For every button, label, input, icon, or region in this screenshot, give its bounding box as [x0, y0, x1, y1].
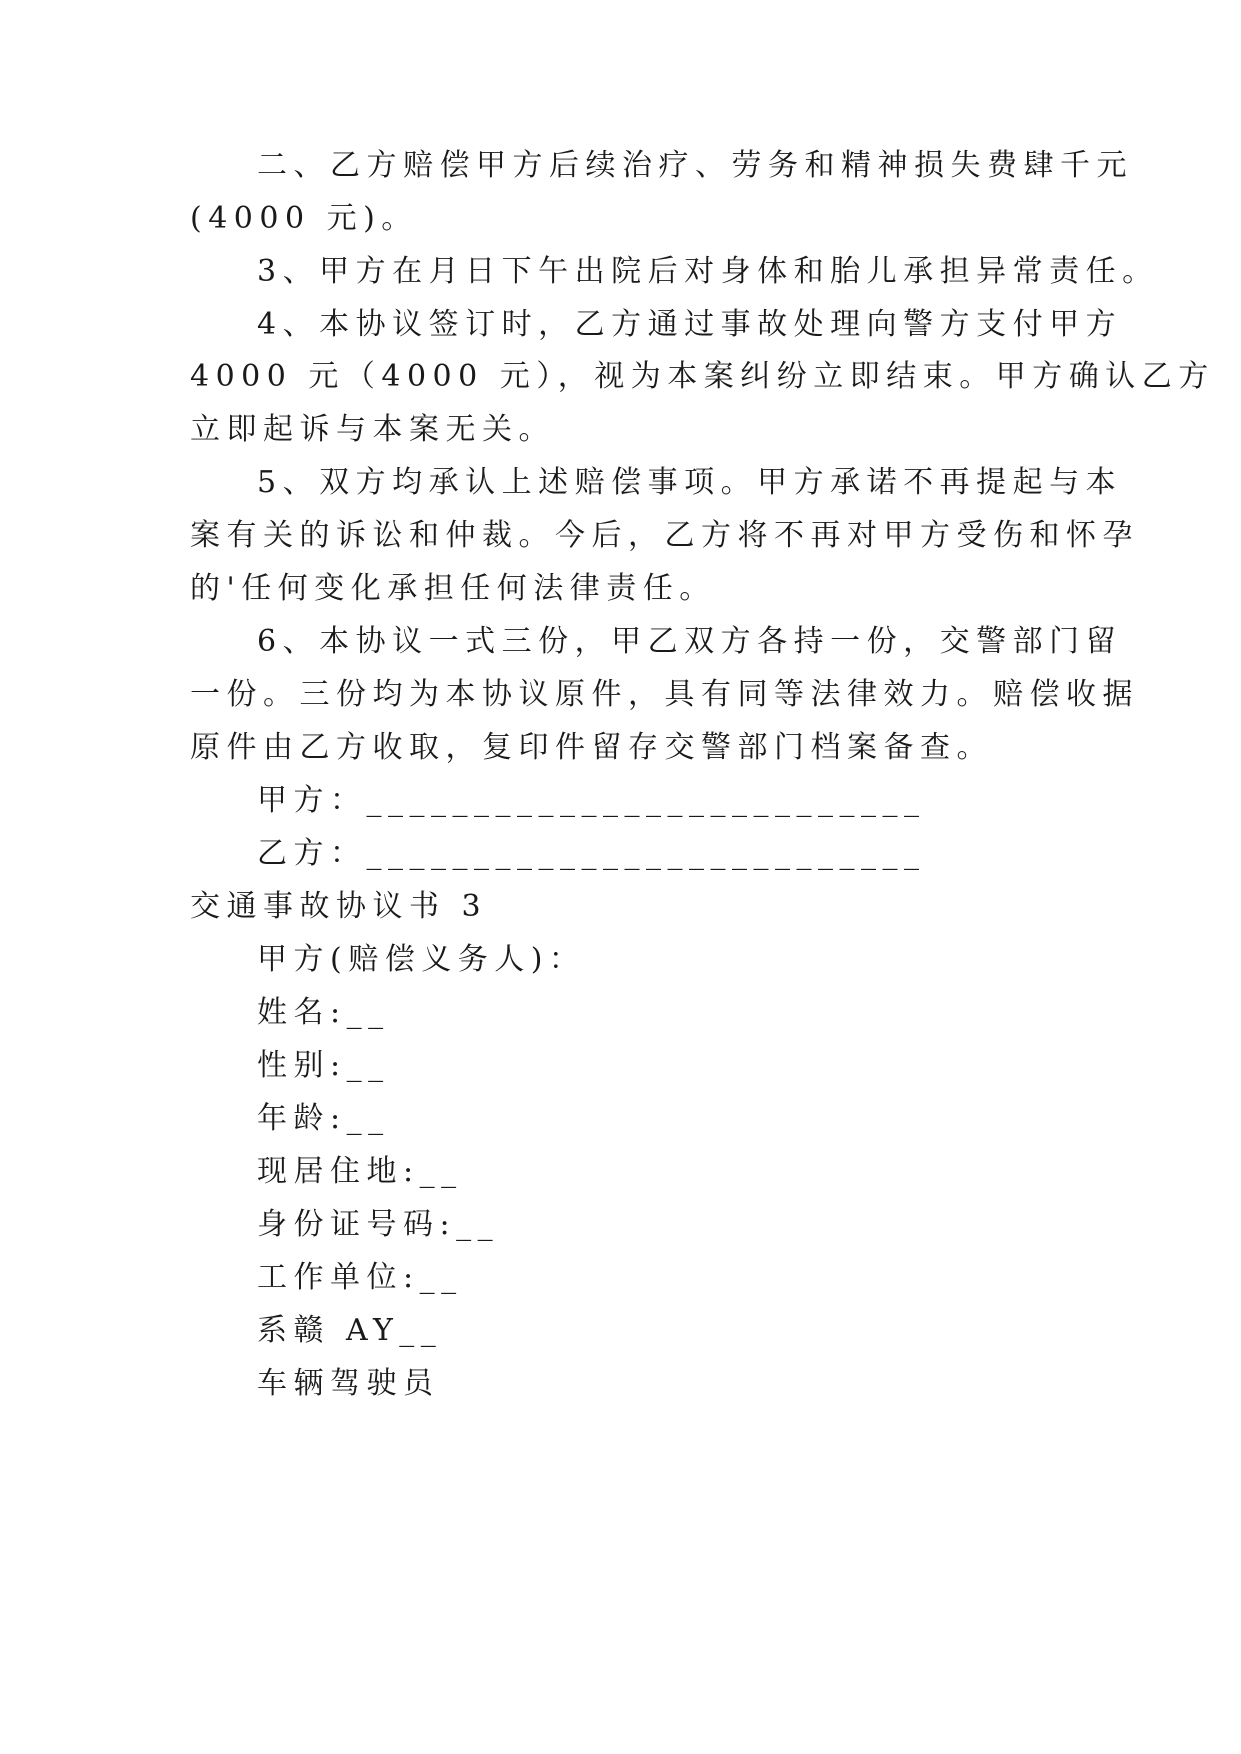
field-address: 现居住地:__: [257, 1154, 463, 1189]
clause-5-line-2: 案有关的诉讼和仲裁。今后，乙方将不再对甲方受伤和怀孕: [190, 518, 1139, 553]
clause-5-line-3: 的'任何变化承担任何法律责任。: [190, 571, 716, 606]
clause-4-line-3: 立即起诉与本案无关。: [190, 412, 555, 447]
clause-6-line-2: 一份。三份均为本协议原件，具有同等法律效力。赔偿收据: [190, 677, 1139, 712]
field-age: 年龄:__: [257, 1101, 390, 1136]
party-a-signature-line: 甲方：__________________________: [257, 783, 926, 818]
clause-5-line-1: 5、双方均承认上述赔偿事项。甲方承诺不再提起与本: [257, 465, 1123, 500]
field-id-number: 身份证号码:__: [257, 1207, 500, 1242]
field-plate: 系赣 AY__: [257, 1313, 443, 1348]
section-title: 交通事故协议书 3: [190, 889, 488, 924]
field-driver: 车辆驾驶员: [257, 1366, 440, 1401]
party-a-heading: 甲方(赔偿义务人)：: [257, 942, 586, 977]
clause-3-line-1: 3、甲方在月日下午出院后对身体和胎儿承担异常责任。: [257, 254, 1159, 289]
clause-4-line-2: 4000 元（4000 元），视为本案纠纷立即结束。甲方确认乙方: [190, 359, 1215, 394]
clause-4-line-1: 4、本协议签订时，乙方通过事故处理向警方支付甲方: [257, 307, 1123, 342]
clause-6-line-3: 原件由乙方收取，复印件留存交警部门档案备查。: [190, 730, 993, 765]
clause-6-line-1: 6、本协议一式三份，甲乙双方各持一份，交警部门留: [257, 624, 1123, 659]
field-gender: 性别:__: [257, 1048, 390, 1083]
field-name: 姓名:__: [257, 995, 390, 1030]
clause-2-line-1: 二、乙方赔偿甲方后续治疗、劳务和精神损失费肆千元: [257, 148, 1133, 183]
clause-2-line-2: (4000 元)。: [190, 201, 418, 236]
party-b-signature-line: 乙方：__________________________: [257, 836, 926, 871]
field-employer: 工作单位:__: [257, 1260, 463, 1295]
